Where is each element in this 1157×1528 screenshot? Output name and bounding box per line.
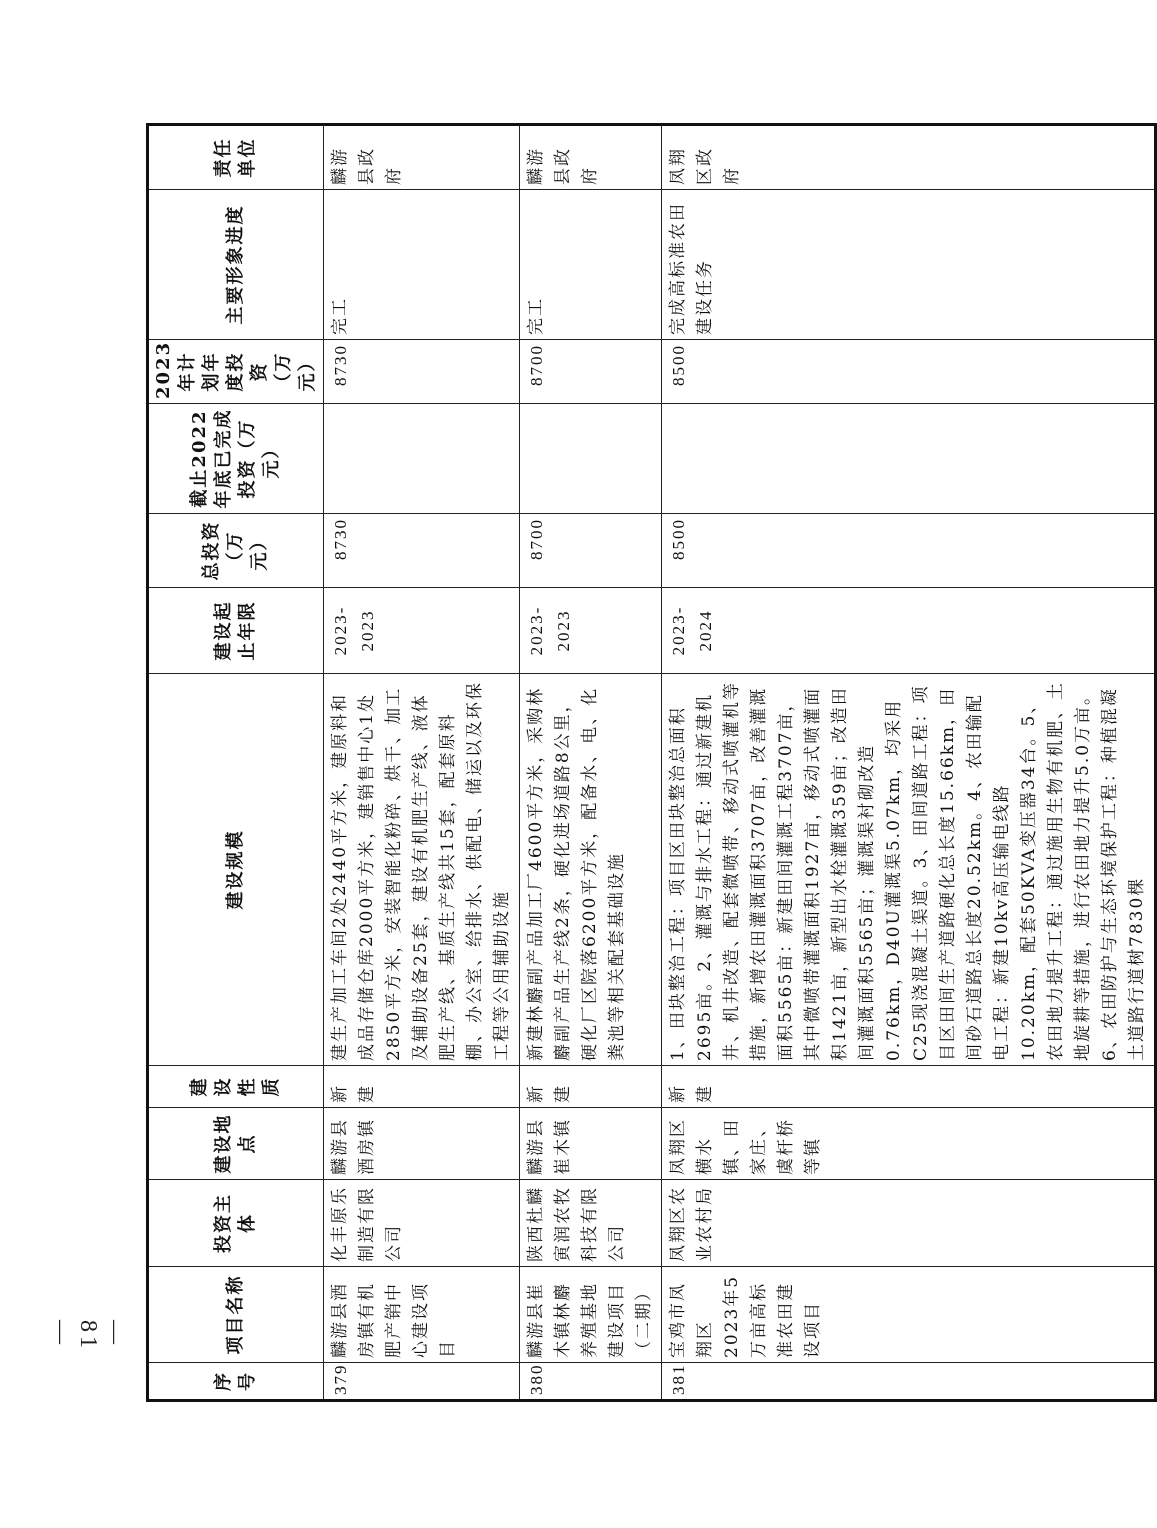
cell-total: 8500 <box>662 514 1156 588</box>
table-row <box>520 125 662 1401</box>
header-total: 总投资（万元） <box>148 514 324 588</box>
cell-nature: 新建 <box>324 1066 520 1108</box>
cell-total: 8730 <box>324 514 520 588</box>
cell-location: 凤翔区横水镇、田家庄、虞杆桥等镇 <box>662 1108 1156 1180</box>
cell-nature: 新建 <box>520 1066 662 1108</box>
cell-seq: 381 <box>662 1363 1156 1401</box>
table-row <box>662 125 1156 1401</box>
header-nature: 建设性质 <box>148 1066 324 1108</box>
header-investor: 投资主体 <box>148 1180 324 1267</box>
page-number: — 81 — <box>48 1320 128 1352</box>
cell-scale: 建生产加工车间2处2440平方米，建原料和成品存储仓库2000平方米，建销售中心1处2850平方米，安装智能化粉碎、烘干、加工及辅助设备25套，建设有机肥生产线、液体肥生产线、基质生产线共15套，配套原料棚、办公室、给排水、供配电、储运以及环保工程等公用辅助设施 <box>324 674 520 1066</box>
cell-name: 宝鸡市凤翔区2023年5万亩高标准农田建设项目 <box>662 1267 1156 1363</box>
cell-unit: 麟游县政府 <box>324 125 520 190</box>
cell-done-2022 <box>662 404 1156 514</box>
cell-investor: 陕西杜麟寅润农牧科技有限公司 <box>520 1180 662 1267</box>
header-done-2022: 截止2022年底已完成投资（万元） <box>148 404 324 514</box>
cell-scale: 新建林麝副产品加工厂4600平方米，采购林麝副产品生产线2条，硬化进场道路8公里，硬化厂区院落6200平方米，配备水、电、化粪池等相关配套基础设施 <box>520 674 662 1066</box>
cell-total: 8700 <box>520 514 662 588</box>
cell-seq: 379 <box>324 1363 520 1401</box>
header-progress: 主要形象进度 <box>148 190 324 340</box>
cell-plan-2023: 8730 <box>324 340 520 404</box>
cell-location: 麟游县酒房镇 <box>324 1108 520 1180</box>
table-header-row <box>148 125 324 1401</box>
rotated-page-content <box>146 126 1147 1402</box>
cell-name: 麟游县崔木镇林麝养殖基地建设项目（二期） <box>520 1267 662 1363</box>
cell-name: 麟游县酒房镇有机肥产销中心建设项目 <box>324 1267 520 1363</box>
cell-investor: 化丰原乐制造有限公司 <box>324 1180 520 1267</box>
cell-progress: 完工 <box>520 190 662 340</box>
cell-unit: 凤翔区政府 <box>662 125 1156 190</box>
cell-plan-2023: 8700 <box>520 340 662 404</box>
cell-scale: 1、田块整治工程：项目区田块整治总面积2695亩。2、灌溉与排水工程：通过新建机井、机井改造、配套微喷带、移动式喷灌机等措施，新增农田灌溉面积3707亩，改善灌溉面积5565亩：新建田间灌溉工程3707亩，其中微喷带灌溉面积1927亩，移动式喷灌面积1421亩，新型出水栓灌溉359亩；改造田间灌溉面积5565亩；灌溉渠衬砌改造0.76km，D40U灌溉渠5.07km，均采用C25现浇混凝土渠道。3、田间道路工程：项目区田间生产道路硬化总长度15.66km，田间砂石道路总长度20.52km。4、农田输配电工程：新建10kv高压输电线路10.20km，配套50KVA变压器34台。5、农田地力提升工程：通过施用生物有机肥、土地旋耕等措施，进行农田地力提升5.0万亩。6、农田防护与生态环境保护工程：种植混凝土道路行道树7830棵 <box>662 674 1156 1066</box>
cell-period: 2023-2023 <box>324 588 520 674</box>
header-seq: 序号 <box>148 1363 324 1401</box>
cell-progress: 完工 <box>324 190 520 340</box>
cell-plan-2023: 8500 <box>662 340 1156 404</box>
cell-location: 麟游县崔木镇 <box>520 1108 662 1180</box>
header-scale: 建设规模 <box>148 674 324 1066</box>
header-location: 建设地点 <box>148 1108 324 1180</box>
cell-done-2022 <box>520 404 662 514</box>
cell-unit: 麟游县政府 <box>520 125 662 190</box>
cell-seq: 380 <box>520 1363 662 1401</box>
cell-period: 2023-2024 <box>662 588 1156 674</box>
header-unit: 责任单位 <box>148 125 324 190</box>
cell-period: 2023-2023 <box>520 588 662 674</box>
cell-progress: 完成高标准农田建设任务 <box>662 190 1156 340</box>
project-table <box>146 123 1157 1402</box>
cell-investor: 凤翔区农业农村局 <box>662 1180 1156 1267</box>
table-row <box>324 125 520 1401</box>
header-plan-2023: 2023年计划年度投资（万元） <box>148 340 324 404</box>
header-period: 建设起止年限 <box>148 588 324 674</box>
cell-nature: 新建 <box>662 1066 1156 1108</box>
header-name: 项目名称 <box>148 1267 324 1363</box>
cell-done-2022 <box>324 404 520 514</box>
